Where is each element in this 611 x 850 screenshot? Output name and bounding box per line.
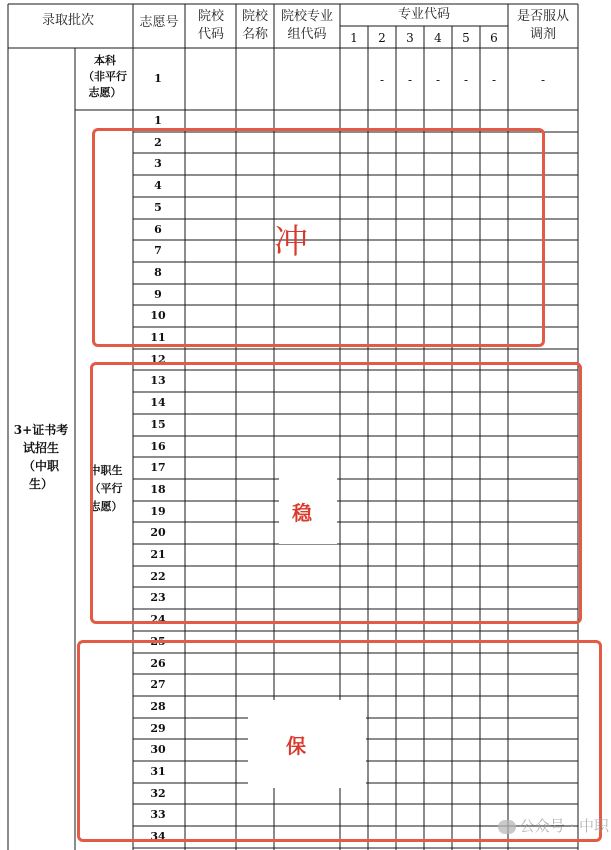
wish-number: 15 bbox=[150, 418, 166, 431]
safety-zone-box bbox=[77, 640, 602, 842]
wish-number: 18 bbox=[150, 483, 166, 496]
wish-number: 10 bbox=[150, 309, 166, 322]
watermark: 公众号 · 中职 bbox=[498, 815, 609, 836]
header-major-code: 专业代码 bbox=[397, 7, 450, 22]
wish-number: 3 bbox=[154, 157, 162, 170]
wish-number: 4 bbox=[154, 179, 162, 192]
vocational-label: 中职生 （平行 志愿） bbox=[89, 464, 123, 513]
wish-number: 21 bbox=[150, 548, 166, 561]
wish-number: 29 bbox=[150, 722, 166, 735]
wish-number: 27 bbox=[150, 678, 166, 691]
reach-label: 冲 bbox=[274, 222, 308, 262]
header-school-name: 院校 名称 bbox=[241, 9, 268, 42]
undergrad-label: 本科 （非平行 志愿） bbox=[83, 54, 127, 99]
wish-number: 6 bbox=[154, 223, 162, 236]
wish-number: 24 bbox=[150, 613, 166, 626]
wish-number: 11 bbox=[150, 331, 166, 344]
batch-label: 3+证书考 试招生 （中职 生） bbox=[13, 423, 69, 491]
wish-number: 25 bbox=[150, 635, 166, 648]
safety-label: 保 bbox=[286, 734, 306, 758]
wish-number: 22 bbox=[150, 570, 166, 583]
empty-dash: - bbox=[379, 73, 385, 87]
header-batch: 录取批次 bbox=[41, 13, 94, 28]
major-col-number: 6 bbox=[490, 31, 498, 45]
wish-number: 9 bbox=[154, 288, 162, 301]
major-col-number: 3 bbox=[406, 31, 414, 45]
wish-number: 14 bbox=[150, 396, 166, 409]
wish-number: 34 bbox=[150, 830, 166, 843]
major-col-number: 1 bbox=[350, 31, 358, 45]
match-label: 稳 bbox=[292, 501, 312, 525]
header-adjust: 是否服从 调剂 bbox=[516, 9, 569, 42]
wish-number: 8 bbox=[154, 266, 162, 279]
wish-number: 12 bbox=[150, 353, 166, 366]
empty-dash: - bbox=[491, 73, 497, 87]
major-col-number: 2 bbox=[378, 31, 386, 45]
wish-number: 28 bbox=[150, 700, 166, 713]
wish-number: 2 bbox=[154, 136, 162, 149]
wish-number: 32 bbox=[150, 787, 166, 800]
wechat-icon bbox=[498, 820, 516, 834]
wish-number: 17 bbox=[150, 461, 166, 474]
wish-number: 26 bbox=[150, 657, 166, 670]
wish-number: 31 bbox=[150, 765, 166, 778]
major-col-number: 5 bbox=[462, 31, 470, 45]
header-wish-no: 志愿号 bbox=[139, 15, 179, 30]
wish-number: 30 bbox=[150, 743, 166, 756]
empty-dash: - bbox=[463, 73, 469, 87]
undergrad-wish-number: 1 bbox=[154, 72, 162, 85]
wish-number: 23 bbox=[150, 591, 166, 604]
empty-dash: - bbox=[407, 73, 413, 87]
wish-number: 20 bbox=[150, 526, 166, 539]
match-zone-box bbox=[90, 362, 582, 624]
wish-number: 1 bbox=[154, 114, 162, 127]
reach-zone-box bbox=[92, 128, 545, 347]
empty-dash: - bbox=[435, 73, 441, 87]
header-group-code: 院校专业 组代码 bbox=[280, 9, 333, 42]
wish-number: 5 bbox=[154, 201, 162, 214]
header-school-code: 院校 代码 bbox=[197, 9, 224, 42]
wish-number: 13 bbox=[150, 374, 166, 387]
wish-number: 19 bbox=[150, 505, 166, 518]
empty-dash: - bbox=[540, 73, 546, 87]
wish-number: 16 bbox=[150, 440, 166, 453]
major-col-number: 4 bbox=[434, 31, 442, 45]
wish-number: 7 bbox=[154, 244, 162, 257]
wish-number: 33 bbox=[150, 808, 166, 821]
